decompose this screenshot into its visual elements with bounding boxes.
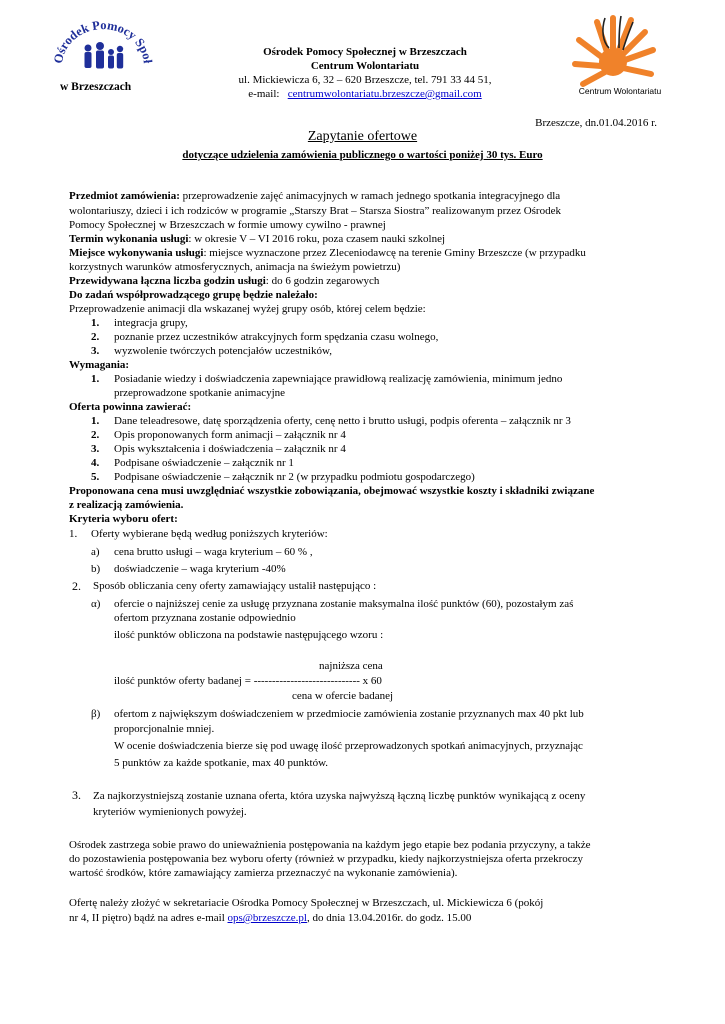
hours-label: Przewidywana łączna liczba godzin usługi: [69, 275, 266, 287]
logo-caption: w Brzeszczach: [60, 81, 132, 93]
requirement-line-1: Posiadanie wiedzy i doświadczenia zapewniające prawidłową realizację zamówienia, minimum jedno: [114, 373, 563, 385]
offer-item-1: Dane teleadresowe, datę sporządzenia oferty, cenę netto i brutto usługi, podpis oferenta – załącznik nr 3: [114, 415, 571, 427]
term-label: Termin wykonania usługi: [69, 233, 189, 245]
org-sub: Centrum Wolontariatu: [310, 60, 420, 72]
criteria-alpha-label: α): [91, 598, 101, 610]
term-text: : w okresie V – VI 2016 roku, poza czasem nauki szkolnej: [188, 233, 446, 245]
duties-heading: Do zadań współprowadzącego grupę będzie należało:: [69, 289, 318, 301]
offer-number-2: 2.: [91, 429, 100, 441]
term-line: [69, 232, 445, 246]
criteria-number-2: 2.: [72, 579, 81, 593]
criteria-point-2: Sposób obliczania ceny oferty zamawiający ustalił następująco :: [93, 580, 377, 592]
submit-text-2b: , do dnia 13.04.2016r. do godz. 15.00: [306, 912, 472, 924]
place-label: Miejsce wykonywania usługi: [69, 247, 204, 259]
date-line: Brzeszcze, dn.01.04.2016 r.: [535, 117, 657, 129]
header-email-link[interactable]: centrumwolontariatu.brzeszcze@gmail.com: [287, 88, 482, 100]
reserve-line-2: do pozostawienia postępowania bez wyboru oferty (również w przypadku, kiedy najkorzystniejsza oferta przekroczy: [69, 853, 584, 865]
criteria-number-3: 3.: [72, 788, 81, 802]
offer-item-4: Podpisane oświadczenie – załącznik nr 1: [114, 457, 294, 469]
org-email-line: [180, 87, 550, 101]
criteria-beta-line-2: proporcjonalnie mniej.: [114, 723, 215, 735]
subject-line-1: [69, 189, 560, 203]
offer-heading: Oferta powinna zawierać:: [69, 401, 192, 413]
offer-number-4: 4.: [91, 457, 100, 469]
email-label: e-mail:: [248, 88, 280, 100]
offer-item-3: Opis wykształcenia i doświadczenia – załącznik nr 4: [114, 443, 346, 455]
logo-ops: [48, 14, 158, 86]
criteria-point-1: Oferty wybierane będą według poniższych kryteriów:: [91, 528, 328, 540]
criteria-number-1: 1.: [69, 528, 78, 540]
criteria-alpha-line-1: ofercie o najniższej cenie za usługę przyznana zostanie maksymalna ilość punktów (60), pozostałym zaś: [114, 598, 574, 610]
duty-number-3: 3.: [91, 345, 100, 357]
requirement-line-2: przeprowadzone spotkanie animacyjne: [114, 387, 286, 399]
duty-number-2: 2.: [91, 331, 100, 343]
criteria-beta-line-3: W ocenie doświadczenia bierze się pod uwagę ilość przeprowadzonych spotkań animacyjnych, przyznając: [114, 740, 583, 752]
place-text-1: : miejsce wyznaczone przez Zleceniodawcę na terenie Gminy Brzeszcze (w przypadku: [203, 247, 586, 259]
duties-intro: Przeprowadzenie animacji dla wskazanej wyżej grupy osób, której celem będzie:: [69, 303, 426, 315]
org-name: Ośrodek Pomocy Społecznej w Brzeszczach: [263, 46, 467, 58]
doc-title: Zapytanie ofertowe: [307, 129, 418, 144]
duty-item-2: poznanie przez uczestników atrakcyjnych form spędzania czasu wolnego,: [114, 331, 439, 343]
criteria-letter-b: b): [91, 563, 101, 575]
subject-text-1: przeprowadzenie zajęć animacyjnych w ramach jednego spotkania integracyjnego dla: [182, 190, 561, 202]
reserve-line-3: wartość środków, które zamawiający zamierza przeznaczyć na wykonanie zamówienia).: [69, 867, 458, 879]
criteria-a: cena brutto usługi – waga kryterium – 60 % ,: [114, 546, 313, 558]
criteria-alpha-line-2: ofertom przyznana zostanie odpowiednio: [114, 612, 296, 624]
hours-text: : do 6 godzin zegarowych: [265, 275, 380, 287]
price-note-line-2: z realizacją zamówienia.: [69, 499, 184, 511]
criteria-beta-label: β): [91, 708, 101, 720]
requirement-number-1: 1.: [91, 373, 100, 385]
requirements-heading: Wymagania:: [69, 359, 130, 371]
logo-ring-text: Ośrodek Pomocy Społ: [50, 18, 155, 65]
offer-number-1: 1.: [91, 415, 100, 427]
offer-number-5: 5.: [91, 471, 100, 483]
price-note-line-1: Proponowana cena musi uwzględniać wszystkie zobowiązania, obejmować wszystkie koszty i składniki związane: [69, 485, 595, 497]
formula-main: ilość punktów oferty badanej = ----------------------------- x 60: [114, 675, 382, 687]
hours-line: [69, 274, 379, 288]
criteria-beta-line-4: 5 punktów za każde spotkanie, max 40 punktów.: [114, 757, 329, 769]
sun-hand-logo-icon: [565, 12, 675, 92]
criteria-point-3-line-1: Za najkorzystniejszą zostanie uznana oferta, która uzyska najwyższą łączną liczbę punktów wynikającą z oceny: [93, 790, 586, 802]
criteria-b: doświadczenie – waga kryterium -40%: [114, 563, 286, 575]
criteria-letter-a: a): [91, 546, 100, 558]
duty-number-1: 1.: [91, 317, 100, 329]
duty-item-3: wyzwolenie twórczych potencjałów uczestników,: [114, 345, 332, 357]
logo-centrum: [565, 12, 675, 102]
formula-numerator: najniższa cena: [319, 660, 383, 672]
doc-subtitle: dotyczące udzielenia zamówienia publicznego o wartości poniżej 30 tys. Euro: [182, 149, 543, 161]
criteria-beta-line-1: ofertom z największym doświadczeniem w przedmiocie zamówienia zostanie przyznanych max 40 pkt lub: [114, 708, 584, 720]
subject-label: Przedmiot zamówienia:: [69, 190, 180, 202]
submit-email-link[interactable]: ops@brzeszcze.pl: [227, 912, 307, 924]
subject-line-3: Pomocy Społecznej w Brzeszczach w formie umowy cywilno - prawnej: [69, 219, 386, 231]
formula-denominator: cena w ofercie badanej: [292, 690, 394, 702]
submit-line-2: [69, 911, 471, 925]
offer-number-3: 3.: [91, 443, 100, 455]
criteria-alpha-line-3: ilość punktów obliczona na podstawie następującego wzoru :: [114, 629, 384, 641]
reserve-line-1: Ośrodek zastrzega sobie prawo do unieważnienia postępowania na każdym jego etapie bez podania przyczyny, a także: [69, 839, 591, 851]
subject-line-2: wolontariuszy, dzieci i ich rodziców w programie „Starszy Brat – Starsza Siostra” realizowanym przez Ośrodek: [69, 205, 561, 217]
place-line-1: [69, 246, 586, 260]
criteria-heading: Kryteria wyboru ofert:: [69, 513, 178, 525]
submit-text-2a: nr 4, II piętro) bądź na adres e-mail: [69, 912, 228, 924]
place-line-2: korzystnych warunków atmosferycznych, animacja na świeżym powietrzu): [69, 261, 401, 273]
criteria-point-3-line-2: kryteriów wymienionych powyżej.: [93, 806, 247, 818]
ops-logo-icon: [48, 14, 158, 86]
duty-item-1: integracja grupy,: [114, 317, 188, 329]
offer-item-5: Podpisane oświadczenie – załącznik nr 2 (w przypadku podmiotu gospodarczego): [114, 471, 475, 483]
offer-item-2: Opis proponowanych form animacji – załącznik nr 4: [114, 429, 346, 441]
submit-line-1: Ofertę należy złożyć w sekretariacie Ośrodka Pomocy Społecznej w Brzeszczach, ul. Mickiewicza 6 (pokój: [69, 897, 544, 909]
org-address: ul. Mickiewicza 6, 32 – 620 Brzeszcze, tel. 791 33 44 51,: [238, 74, 492, 86]
centrum-caption: Centrum Wolontariatu: [578, 86, 662, 96]
